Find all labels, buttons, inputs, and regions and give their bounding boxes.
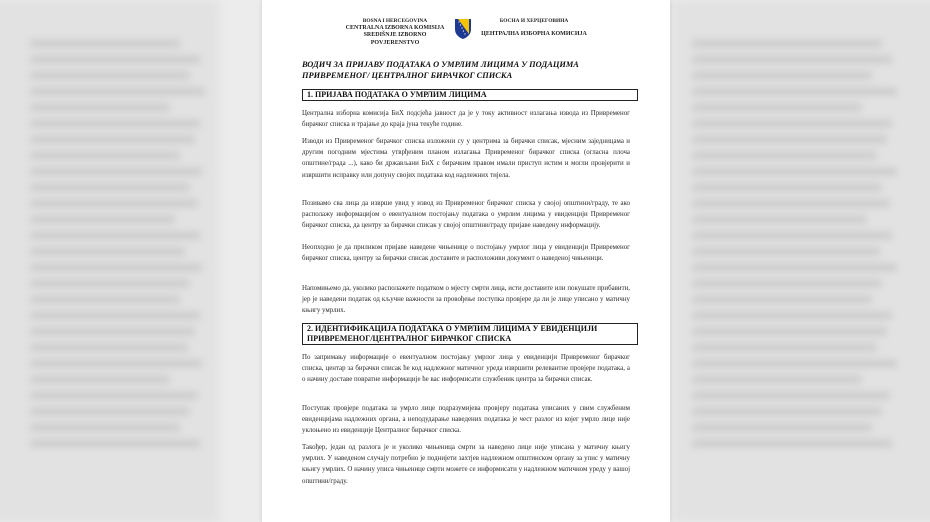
letterhead-latin-line3: SREDIŠNJE IZBORNO POVJERENSTVO [363,32,427,46]
letterhead-cyrillic-line2: ЦЕНТРАЛНА ИЗБОРНА КОМИСИЈА [481,31,587,38]
letterhead-latin-line1: BOSNA I HERCEGOVINA [362,18,428,24]
letterhead-cyrillic [474,18,594,38]
blurred-background-page-right [672,0,930,522]
section1-paragraph-4: Неопходно је да приликом пријаве наведене чињенице о постојању умрлог лица у евиденцији Привременог бирачког списка, центру за бирачки списак доставите и расположиви документ о наведеној чињеници. [302,244,630,263]
section1-paragraph-1: Централна изборна комисија БиХ подсјећа јавност да је у току активност излагања извода из Привременог бирачког списка и трајање до краја јуна текуће године. [302,110,630,129]
section2-heading-line1: 2. ИДЕНТИФИКАЦИЈА ПОДАТАКА О УМРЛИМ ЛИЦИМА У ЕВИДЕНЦИЈИ [307,324,598,333]
section2-paragraph-2: Поступак провјере података за умрло лице подразумијева провјеру података уписаних у свим службеним евиденцијама надлежних органа, а неподударање наведених података је чест разлог из којег умрло лице није уклоњено из евиденције Централног бирачког списка. [302,405,630,435]
bih-coat-of-arms-icon [454,18,472,40]
section1-heading: 1. ПРИЈАВА ПОДАТАКА О УМРЛИМ ЛИЦИМА [302,89,638,101]
section1-paragraph-2: Изводи из Привременог бирачког списка изложени су у центрима за бирачки списак, мјесним заједницама и другим погодним мјестима утврђеним планом излагања Привременог бирачког списка (огласна плоча општине/града ...), како би држављани БиХ с бирачким правом имали приступ истим и могли провјерити и извршити исправку или допуну својих података код надлежних тијела. [302,138,630,179]
document-title-line1: ВОДИЧ ЗА ПРИЈАВУ ПОДАТАКА О УМРЛИМ ЛИЦИМА У ПОДАЦИМА [302,60,579,69]
section2-heading [302,323,638,345]
document-title-line2: ПРИВРЕМЕНОГ/ ЦЕНТРАЛНОГ БИРАЧКОГ СПИСКА [302,71,513,80]
document-title [302,59,642,81]
section2-paragraph-1: По запримању информације о евентуалном постојању умрлог лица у евиденцији Привременог бирачког списка, центар за бирачки списак ће код надлежног матичног уреда извршити релевантне провјере података, а о начину доставе повратне информације ће вас информисати службеник центра за бирачки списак. [302,354,630,384]
section2-paragraph-3: Такођер, један од разлога је и уколико чињеница смрти за наведено лице није уписана у матичну књигу умрлих. У наведеном случају потребно је поднијети захтјев надлежном општинском органу за упис у матичну књигу умрлих. О начину уписа чињенице смрти можете се информисати у надлежном матичном уреду у вашој општини/граду. [302,444,630,485]
letterhead [262,18,670,52]
section2-heading-line2: ПРИВРЕМЕНОГ/ЦЕНТРАЛНОГ БИРАЧКОГ СПИСКА [307,334,512,343]
letterhead-latin [340,18,450,47]
document-page [262,0,670,522]
section1-paragraph-3: Позивамо сва лица да изврше увид у извод из Привременог бирачког списка у својој општини/граду, те ако располажу информацијом о евентуалном постојању података о умрлим лицима у евиденцији Привременог бирачког списка, да центру за бирачки списак у својој општини/граду пријаве наведену информацију. [302,200,630,230]
letterhead-cyrillic-line1: БОСНА И ХЕРЦЕГОВИНА [499,18,569,24]
section1-paragraph-5: Напомињемо да, уколико располажете податком о мјесту смрти лица, исти доставите или покушате прибавити, јер је наведени податак од кључне важности за провођење поступка провјере да ли је лице уписано у матичну књигу умрлих. [302,285,630,315]
letterhead-latin-line2: CENTRALNA IZBORNA KOMISIJA [345,25,445,32]
blurred-background-page-left [0,0,220,522]
